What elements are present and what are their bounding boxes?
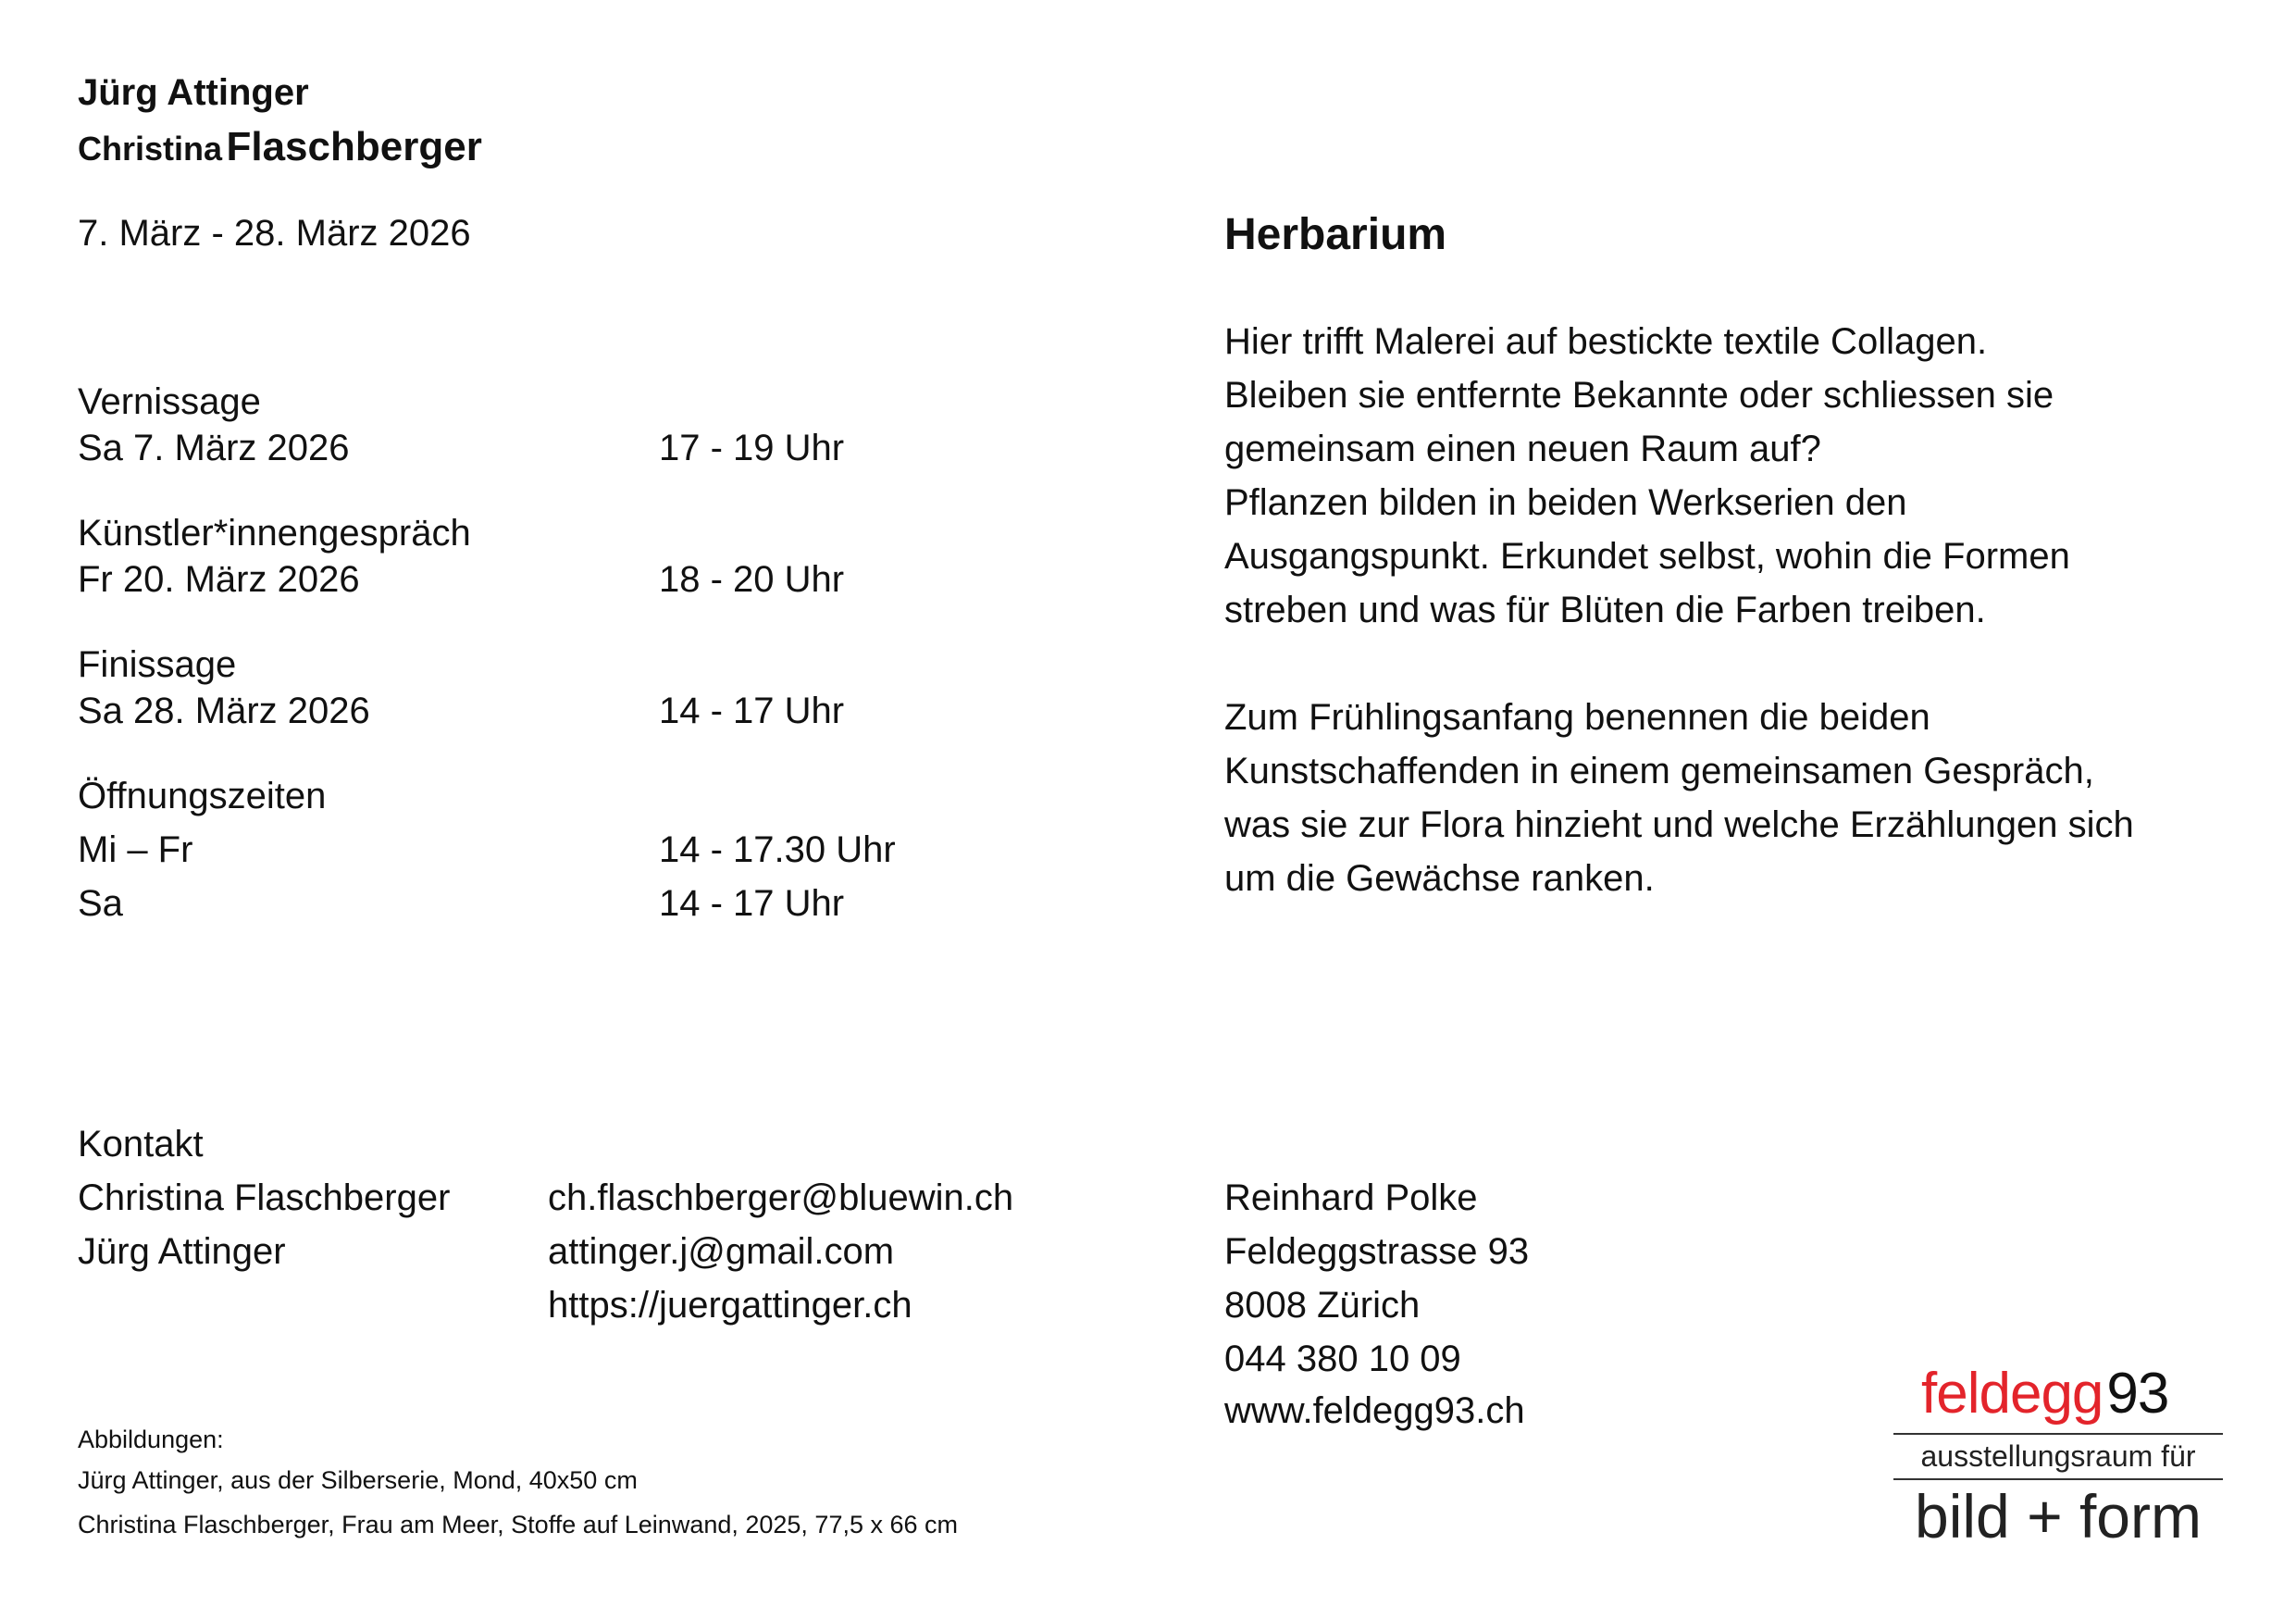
credits-heading: Abbildungen:	[78, 1426, 224, 1453]
contact-heading: Kontakt	[78, 1124, 204, 1164]
address-phone: 044 380 10 09	[1224, 1339, 1461, 1379]
description-line: Kunstschaffenden in einem gemeinsamen Gespräch,	[1224, 751, 2094, 791]
description-line: Hier trifft Malerei auf bestickte textile Collagen.	[1224, 321, 1988, 362]
talk-time: 18 - 20 Uhr	[659, 559, 845, 600]
logo-divider-top	[1893, 1433, 2223, 1435]
finissage-day: Sa 28. März 2026	[78, 691, 370, 731]
description-line: Zum Frühlingsanfang benennen die beiden	[1224, 697, 1930, 738]
artist-2-last-name: Flaschberger	[226, 124, 482, 169]
opening-hours-label: Öffnungszeiten	[78, 776, 327, 816]
artist-name-2	[78, 124, 482, 170]
talk-day: Fr 20. März 2026	[78, 559, 360, 600]
logo-wordmark	[1921, 1361, 2168, 1426]
contact-name-2: Jürg Attinger	[78, 1231, 286, 1272]
address-website[interactable]: www.feldegg93.ch	[1224, 1390, 1525, 1431]
description-line: streben und was für Blüten die Farben treiben.	[1224, 590, 1986, 630]
vernissage-label: Vernissage	[78, 381, 261, 422]
contact-name-1: Christina Flaschberger	[78, 1177, 451, 1218]
description-line: Bleiben sie entfernte Bekannte oder schliessen sie	[1224, 375, 2054, 416]
feldegg93-logo	[1893, 1361, 2223, 1551]
description-line: Pflanzen bilden in beiden Werkserien den	[1224, 482, 1907, 523]
description-line: gemeinsam einen neuen Raum auf?	[1224, 429, 1821, 469]
opening-hours-weekday: Mi – Fr	[78, 829, 193, 870]
contact-email-2[interactable]: attinger.j@gmail.com	[548, 1231, 895, 1272]
description-line: was sie zur Flora hinzieht und welche Erzählungen sich	[1224, 804, 2134, 845]
opening-hours-weekday-time: 14 - 17.30 Uhr	[659, 829, 896, 870]
description-paragraph-1	[1224, 315, 2070, 637]
artist-2-first-name: Christina	[78, 130, 223, 168]
exhibition-dates: 7. März - 28. März 2026	[78, 213, 471, 254]
artist-name-1: Jürg Attinger	[78, 72, 309, 113]
finissage-label: Finissage	[78, 644, 237, 685]
address-street: Feldeggstrasse 93	[1224, 1231, 1530, 1272]
logo-word: feldegg	[1921, 1362, 2104, 1426]
vernissage-time: 17 - 19 Uhr	[659, 428, 845, 468]
opening-hours-saturday: Sa	[78, 883, 123, 924]
logo-tagline: bild + form	[1915, 1482, 2202, 1551]
opening-hours-saturday-time: 14 - 17 Uhr	[659, 883, 845, 924]
talk-label: Künstler*innengespräch	[78, 513, 471, 554]
contact-website-2[interactable]: https://juergattinger.ch	[548, 1285, 912, 1326]
logo-number: 93	[2106, 1362, 2169, 1426]
description-line: um die Gewächse ranken.	[1224, 858, 1655, 899]
contact-email-1[interactable]: ch.flaschberger@bluewin.ch	[548, 1177, 1014, 1218]
credits-line-2: Christina Flaschberger, Frau am Meer, Stoffe auf Leinwand, 2025, 77,5 x 66 cm	[78, 1511, 959, 1538]
address-city: 8008 Zürich	[1224, 1285, 1421, 1326]
finissage-time: 14 - 17 Uhr	[659, 691, 845, 731]
address-name: Reinhard Polke	[1224, 1177, 1478, 1218]
credits-line-1: Jürg Attinger, aus der Silberserie, Mond, 40x50 cm	[78, 1466, 638, 1494]
logo-subtitle: ausstellungsraum für	[1920, 1439, 2196, 1473]
vernissage-day: Sa 7. März 2026	[78, 428, 350, 468]
logo-divider-bottom	[1893, 1478, 2223, 1480]
description-paragraph-2	[1224, 691, 2134, 905]
description-line: Ausgangspunkt. Erkundet selbst, wohin die Formen	[1224, 536, 2070, 577]
exhibition-title: Herbarium	[1224, 210, 1447, 259]
